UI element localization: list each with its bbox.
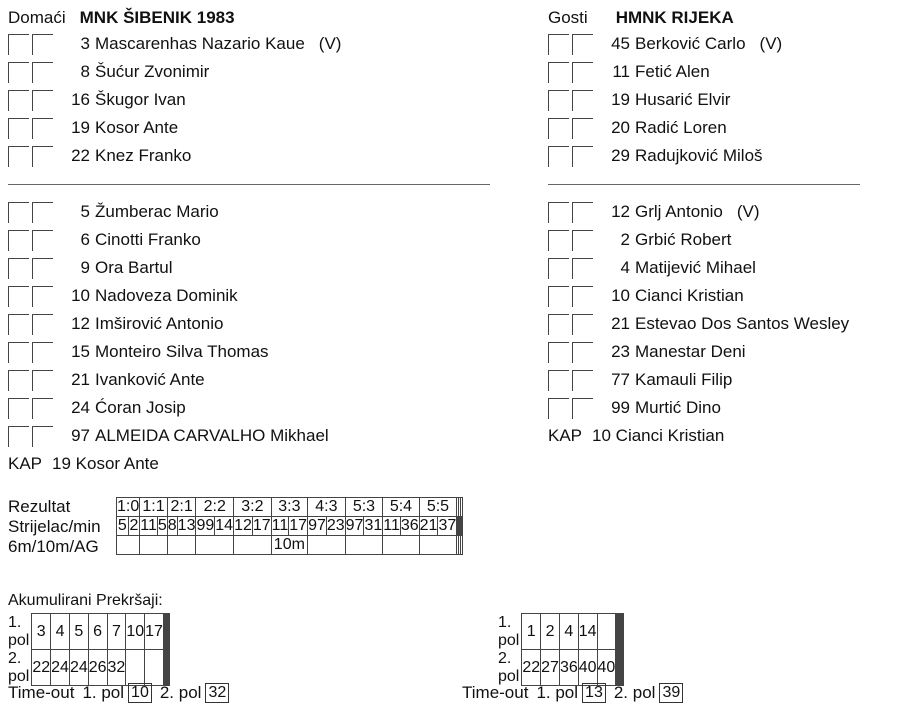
- foul-cell: 17: [145, 614, 164, 650]
- checkbox-cell: [8, 118, 29, 139]
- checkbox-cell: [8, 342, 29, 363]
- minute-cell: 37: [438, 517, 457, 534]
- player-number: 20: [611, 118, 630, 137]
- checkbox-cell: [32, 146, 53, 167]
- goal-type-cell: [167, 536, 196, 555]
- score-row-labels: [8, 497, 118, 557]
- goal-type-cell: [140, 536, 168, 555]
- foul-cell: 14: [578, 614, 597, 650]
- player-name: Grbić Robert: [635, 230, 732, 249]
- home-team-section: [8, 6, 508, 478]
- player-number: 29: [611, 146, 630, 165]
- checkbox-cell: [548, 258, 569, 279]
- result-cell: 5:4: [383, 498, 419, 517]
- player-row: [8, 394, 508, 422]
- checkbox-cell: [548, 90, 569, 111]
- guest-timeout-h1: 13: [582, 683, 606, 703]
- home-starters-list: [8, 30, 508, 170]
- player-number: 10: [71, 286, 90, 305]
- player-number: 45: [611, 34, 630, 53]
- minute-cell: [462, 517, 463, 536]
- checkbox-cell: [548, 118, 569, 139]
- player-name: Radić Loren: [635, 118, 727, 137]
- player-row: [8, 86, 508, 114]
- player-row: [8, 142, 508, 170]
- guest-captain: [548, 422, 900, 450]
- guest-team-header: [548, 6, 900, 30]
- checkbox-cell: [572, 258, 593, 279]
- scorer-cell: 8: [167, 517, 177, 534]
- guest-fouls-table: [498, 613, 624, 686]
- player-row: [548, 254, 900, 282]
- result-cell: 3:3: [271, 498, 307, 517]
- foul-cell: [126, 650, 145, 686]
- player-name: Grlj Antonio: [635, 202, 723, 221]
- foul-cell: [623, 650, 624, 686]
- player-row: [548, 114, 900, 142]
- player-name: Kamauli Filip: [635, 370, 733, 389]
- home-timeout-h2: 32: [205, 683, 229, 703]
- result-cell: 1:1: [140, 498, 168, 517]
- foul-cell: 6: [88, 614, 107, 650]
- player-name: Monteiro Silva Thomas: [95, 342, 269, 361]
- scorer-cell: 99: [196, 517, 215, 534]
- home-fouls-h1-row: [8, 614, 169, 650]
- checkbox-cell: [572, 34, 593, 55]
- player-name: Imširović Antonio: [95, 314, 224, 333]
- player-row: [8, 254, 508, 282]
- player-row: [8, 30, 508, 58]
- home-timeout-label: Time-out: [8, 683, 75, 702]
- player-row: [8, 58, 508, 86]
- goal-type-cell: [196, 536, 234, 555]
- checkbox-cell: [8, 34, 29, 55]
- foul-cell: 4: [559, 614, 578, 650]
- guest-timeout: [462, 683, 683, 703]
- goal-type-cell: 10m: [271, 536, 307, 555]
- checkbox-cell: [572, 202, 593, 223]
- guest-timeout-h2-label: 2. pol: [613, 683, 656, 702]
- checkbox-cell: [548, 230, 569, 251]
- player-number: 16: [71, 90, 90, 109]
- player-number: 22: [71, 146, 90, 165]
- checkbox-cell: [548, 62, 569, 83]
- checkbox-cell: [32, 258, 53, 279]
- minute-cell: 17: [289, 517, 308, 534]
- player-number: 11: [612, 62, 630, 81]
- player-name: Mascarenhas Nazario Kaue: [95, 34, 305, 53]
- foul-half-label: 2. pol: [8, 649, 30, 685]
- scorer-cell: 11: [140, 517, 157, 534]
- player-name: Knez Franko: [95, 146, 192, 165]
- home-timeout: [8, 683, 229, 703]
- player-name: Cinotti Franko: [95, 230, 201, 249]
- player-row: [548, 86, 900, 114]
- foul-cell: 4: [51, 614, 70, 650]
- minute-cell: 14: [215, 517, 234, 534]
- checkbox-cell: [8, 258, 29, 279]
- checkbox-cell: [32, 202, 53, 223]
- goal-type-cell: [345, 536, 383, 555]
- goalkeeper-tag: (V): [736, 202, 760, 221]
- player-name: Ivanković Ante: [95, 370, 205, 389]
- player-number: 12: [611, 202, 630, 221]
- player-name: Ora Bartul: [95, 258, 173, 277]
- player-row: [8, 310, 508, 338]
- checkbox-cell: [32, 230, 53, 251]
- guest-fouls-h2-row: [498, 650, 624, 686]
- guest-captain-name: 10 Cianci Kristian: [592, 426, 725, 445]
- player-name: Husarić Elvir: [635, 90, 731, 109]
- player-row: [8, 282, 508, 310]
- scorer-cell: 21: [419, 517, 438, 534]
- foul-cell: 40: [597, 650, 616, 686]
- guest-timeout-h2: 39: [659, 683, 683, 703]
- scorer-cell: 11: [383, 517, 400, 534]
- player-number: 9: [80, 258, 90, 277]
- foul-cell: 7: [107, 614, 126, 650]
- player-row: [548, 30, 900, 58]
- player-row: [548, 394, 900, 422]
- scorer-cell: 5: [117, 517, 127, 534]
- player-number: 21: [71, 370, 90, 389]
- checkbox-cell: [548, 146, 569, 167]
- player-number: 97: [71, 426, 90, 445]
- checkbox-cell: [572, 370, 593, 391]
- player-row: [548, 58, 900, 86]
- result-cell: 3:2: [234, 498, 272, 517]
- result-row: [117, 498, 463, 517]
- player-row: [8, 114, 508, 142]
- player-number: 24: [71, 398, 90, 417]
- checkbox-cell: [548, 342, 569, 363]
- guest-timeout-h1-label: 1. pol: [536, 683, 579, 702]
- checkbox-cell: [8, 230, 29, 251]
- player-number: 19: [611, 90, 630, 109]
- checkbox-cell: [572, 342, 593, 363]
- checkbox-cell: [8, 202, 29, 223]
- checkbox-cell: [572, 90, 593, 111]
- minute-cell: 23: [326, 517, 345, 534]
- foul-cell: 22: [32, 650, 51, 686]
- player-row: [8, 226, 508, 254]
- checkbox-cell: [32, 90, 53, 111]
- foul-cell: [145, 650, 164, 686]
- player-number: 19: [71, 118, 90, 137]
- checkbox-cell: [8, 314, 29, 335]
- checkbox-cell: [548, 314, 569, 335]
- scorer-label: Strijelac/min: [8, 517, 101, 536]
- foul-cell: 24: [51, 650, 70, 686]
- foul-cell: 5: [69, 614, 88, 650]
- checkbox-cell: [8, 370, 29, 391]
- foul-cell: 10: [126, 614, 145, 650]
- result-cell: 5:3: [345, 498, 383, 517]
- goalkeeper-tag: (V): [759, 34, 783, 53]
- foul-cell: [168, 614, 169, 650]
- player-number: 3: [80, 34, 90, 53]
- guest-team-name: HMNK RIJEKA: [615, 8, 734, 27]
- guest-team-section: [548, 6, 900, 450]
- type-label: 6m/10m/AG: [8, 537, 99, 556]
- fouls-section: [8, 591, 616, 685]
- checkbox-cell: [548, 286, 569, 307]
- player-number: 6: [80, 230, 90, 249]
- player-number: 8: [80, 62, 90, 81]
- foul-cell: 2: [541, 614, 560, 650]
- player-row: [548, 366, 900, 394]
- foul-cell: 3: [32, 614, 51, 650]
- checkbox-cell: [32, 286, 53, 307]
- checkbox-cell: [8, 286, 29, 307]
- home-team-header: [8, 6, 508, 30]
- goalkeeper-tag: (V): [318, 34, 342, 53]
- foul-half-label: 2. pol: [498, 649, 520, 685]
- player-name: Škugor Ivan: [95, 90, 186, 109]
- player-number: 23: [611, 342, 630, 361]
- home-fouls-h2-row: [8, 650, 169, 686]
- player-name: ALMEIDA CARVALHO Mikhael: [95, 426, 329, 445]
- player-number: 10: [611, 286, 630, 305]
- foul-cell: [623, 614, 624, 650]
- minute-cell: 2: [129, 517, 139, 534]
- minute-cell: 36: [400, 517, 419, 534]
- checkbox-cell: [572, 314, 593, 335]
- scorer-cell: 97: [308, 517, 326, 534]
- checkbox-cell: [32, 314, 53, 335]
- score-table: [116, 497, 463, 555]
- result-label: Rezultat: [8, 497, 71, 516]
- checkbox-cell: [572, 286, 593, 307]
- guest-subs-list: [548, 198, 900, 422]
- result-cell: 2:2: [196, 498, 234, 517]
- checkbox-cell: [8, 146, 29, 167]
- player-number: 12: [71, 314, 90, 333]
- player-name: Murtić Dino: [635, 398, 721, 417]
- foul-cell: 22: [522, 650, 541, 686]
- player-row: [8, 198, 508, 226]
- scorer-cell: 97: [345, 517, 364, 534]
- checkbox-cell: [548, 398, 569, 419]
- checkbox-cell: [548, 202, 569, 223]
- home-captain-name: 19 Kosor Ante: [52, 454, 159, 473]
- home-team-name: MNK ŠIBENIK 1983: [79, 8, 235, 27]
- guest-starters-list: [548, 30, 900, 170]
- goal-type-cell: [234, 536, 272, 555]
- checkbox-cell: [548, 34, 569, 55]
- foul-cell: 36: [559, 650, 578, 686]
- foul-cell: 24: [69, 650, 88, 686]
- goal-type-cell: [419, 536, 457, 555]
- guest-timeout-label: Time-out: [462, 683, 529, 702]
- foul-half-label: 1. pol: [498, 613, 520, 649]
- checkbox-cell: [548, 370, 569, 391]
- checkbox-cell: [8, 62, 29, 83]
- checkbox-cell: [572, 398, 593, 419]
- player-name: Ćoran Josip: [95, 398, 186, 417]
- home-timeout-h1: 10: [128, 683, 152, 703]
- guest-fouls-h1-row: [498, 614, 624, 650]
- home-captain-label: KAP: [8, 454, 43, 473]
- goal-type-cell: [461, 536, 463, 555]
- guest-fouls: [498, 613, 624, 686]
- player-name: Žumberac Mario: [95, 202, 219, 221]
- checkbox-cell: [32, 62, 53, 83]
- player-number: 2: [620, 230, 630, 249]
- guest-captain-label: KAP: [548, 426, 583, 445]
- player-name: Estevao Dos Santos Wesley: [635, 314, 850, 333]
- player-name: Fetić Alen: [635, 62, 710, 81]
- home-timeout-h2-label: 2. pol: [159, 683, 202, 702]
- result-cell: 2:1: [167, 498, 196, 517]
- minute-cell: 17: [252, 517, 271, 534]
- checkbox-cell: [572, 62, 593, 83]
- home-fouls: [8, 613, 170, 686]
- home-fouls-table: [8, 613, 170, 686]
- player-row: [548, 338, 900, 366]
- player-name: Manestar Deni: [635, 342, 746, 361]
- player-row: [548, 310, 900, 338]
- scorer-cell: 11: [271, 517, 289, 534]
- result-cell: 4:3: [308, 498, 346, 517]
- goal-type-cell: [117, 536, 140, 555]
- player-name: Kosor Ante: [95, 118, 179, 137]
- home-team-label: Domaći: [8, 8, 66, 27]
- player-number: 15: [71, 342, 90, 361]
- result-cell: [461, 498, 463, 517]
- player-row: [548, 142, 900, 170]
- foul-cell: 32: [107, 650, 126, 686]
- player-row: [8, 366, 508, 394]
- minute-cell: 13: [177, 517, 196, 534]
- checkbox-cell: [8, 426, 29, 447]
- result-cell: 5:5: [419, 498, 457, 517]
- checkbox-cell: [8, 90, 29, 111]
- home-timeout-h1-label: 1. pol: [82, 683, 125, 702]
- home-subs-list: [8, 198, 508, 450]
- checkbox-cell: [572, 118, 593, 139]
- foul-cell: [168, 650, 169, 686]
- home-divider: [8, 170, 508, 198]
- minute-cell: 5: [157, 517, 167, 534]
- result-cell: 1:0: [117, 498, 140, 515]
- foul-cell: 40: [578, 650, 597, 686]
- player-name: Berković Carlo: [635, 34, 746, 53]
- player-name: Cianci Kristian: [635, 286, 744, 305]
- foul-cell: 26: [88, 650, 107, 686]
- player-row: [8, 422, 508, 450]
- checkbox-cell: [32, 34, 53, 55]
- guest-divider: [548, 170, 900, 198]
- guest-team-label: Gosti: [548, 8, 588, 27]
- checkbox-cell: [572, 146, 593, 167]
- home-captain: [8, 450, 508, 478]
- goal-type-cell: [308, 536, 346, 555]
- player-number: 4: [620, 258, 630, 277]
- minute-cell: 31: [364, 517, 383, 534]
- player-row: [548, 226, 900, 254]
- player-row: [548, 282, 900, 310]
- checkbox-cell: [32, 370, 53, 391]
- player-number: 77: [611, 370, 630, 389]
- player-number: 5: [80, 202, 90, 221]
- goal-type-cell: [383, 536, 419, 555]
- goal-type-row: [117, 536, 463, 555]
- checkbox-cell: [32, 342, 53, 363]
- foul-cell: 27: [541, 650, 560, 686]
- player-number: 21: [611, 314, 630, 333]
- player-row: [548, 198, 900, 226]
- player-name: Radujković Miloš: [635, 146, 763, 165]
- checkbox-cell: [32, 118, 53, 139]
- scorer-cell: 12: [234, 517, 252, 534]
- checkbox-cell: [572, 230, 593, 251]
- checkbox-cell: [32, 398, 53, 419]
- checkbox-cell: [8, 398, 29, 419]
- foul-cell: [597, 614, 616, 650]
- foul-cell: 1: [522, 614, 541, 650]
- player-name: Nadoveza Dominik: [95, 286, 238, 305]
- scorer-row: [117, 517, 463, 536]
- foul-half-label: 1. pol: [8, 613, 30, 649]
- fouls-title: Akumulirani Prekršaji:: [8, 592, 163, 609]
- checkbox-cell: [32, 426, 53, 447]
- player-name: Šućur Zvonimir: [95, 62, 210, 81]
- player-row: [8, 338, 508, 366]
- player-number: 99: [611, 398, 630, 417]
- player-name: Matijević Mihael: [635, 258, 756, 277]
